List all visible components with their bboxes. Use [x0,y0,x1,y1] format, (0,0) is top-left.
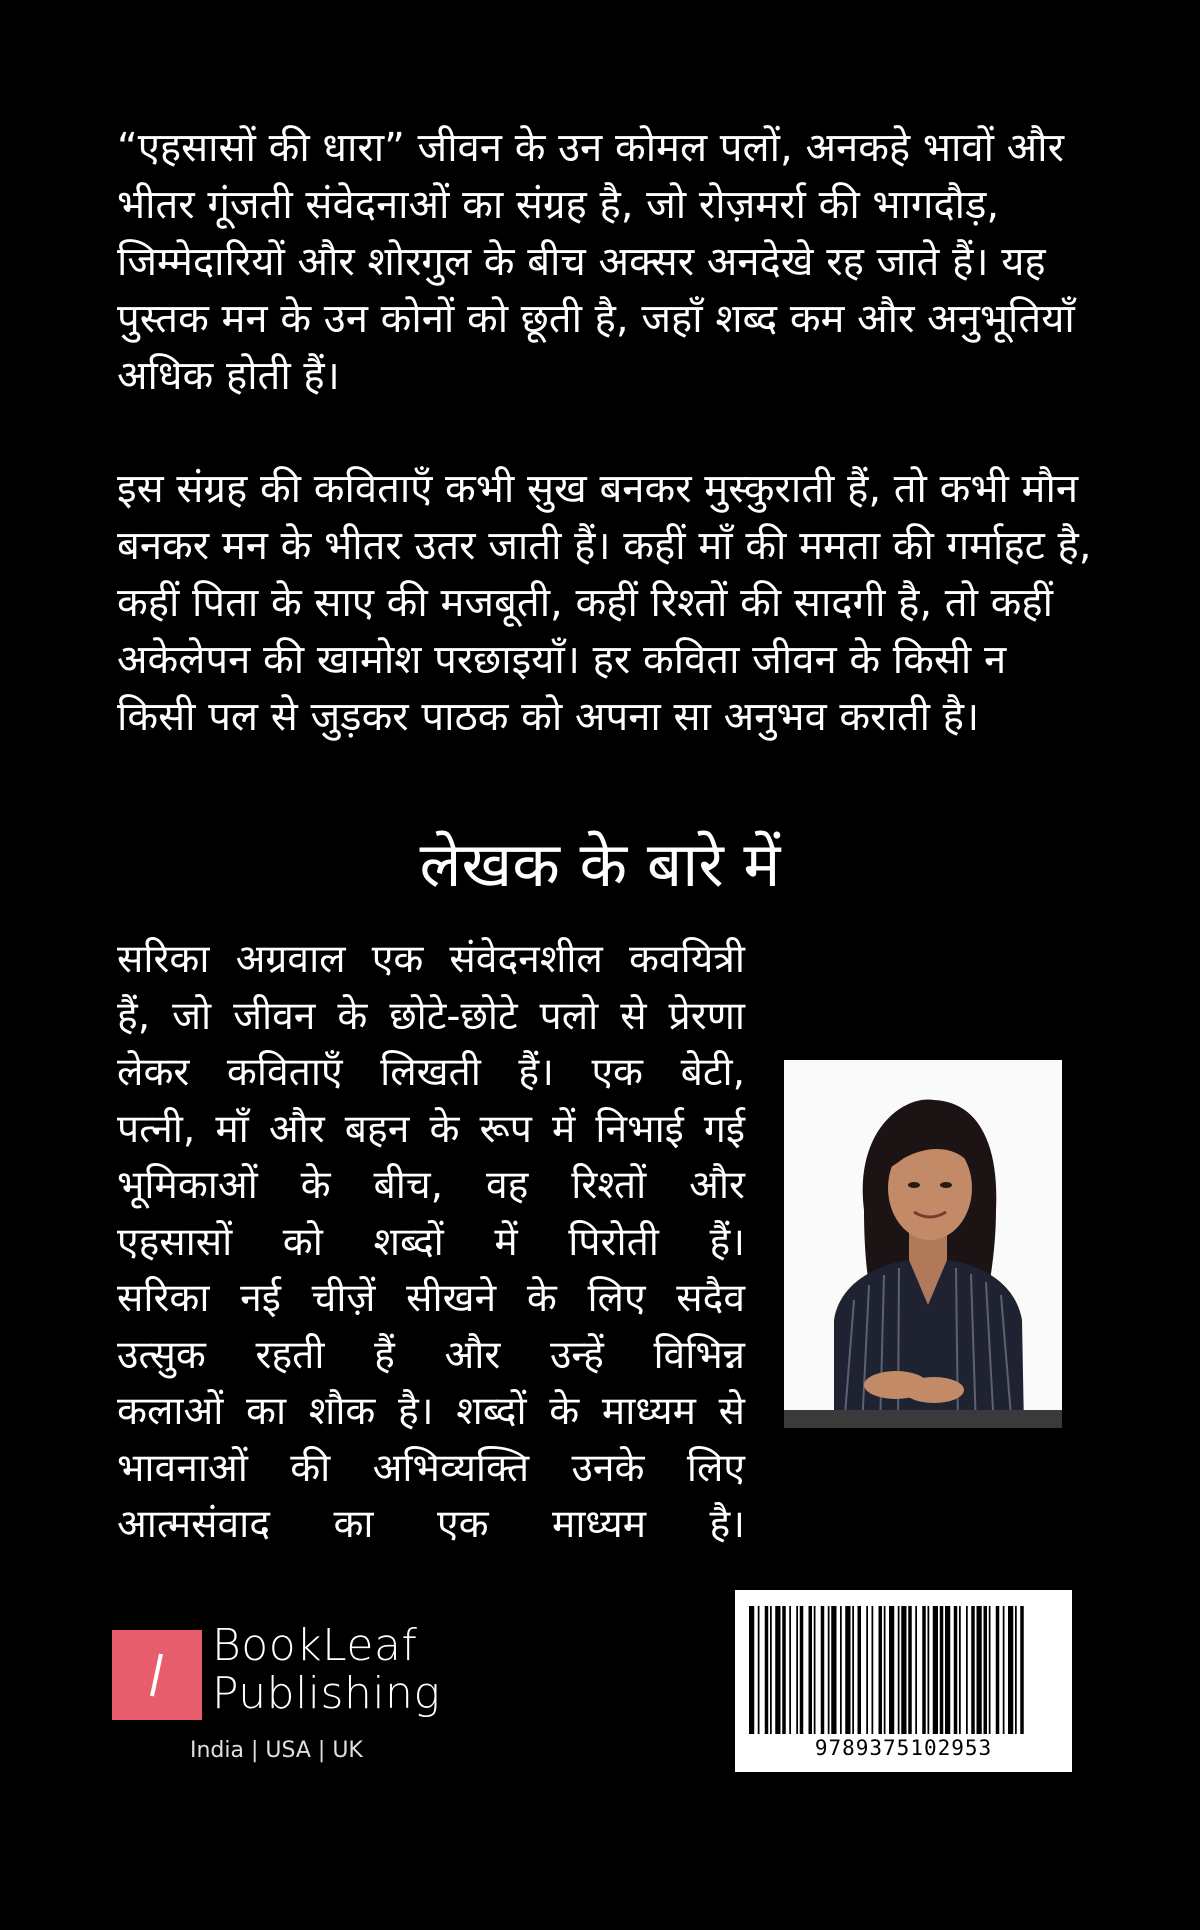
barcode-bar [789,1606,791,1734]
barcode-bar [782,1606,786,1734]
barcode-bar [984,1606,988,1734]
bio-line: भावनाओं की अभिव्यक्ति उनके लिए [117,1445,745,1491]
barcode-bar [775,1606,780,1734]
barcode-bar [872,1606,874,1734]
barcode-bar [845,1606,850,1734]
bio-line: हैं, जो जीवन के छोटे-छोटे पलो से प्रेरणा [117,993,745,1039]
bio-line: भूमिकाओं के बीच, वह रिश्तों और [117,1163,745,1208]
barcode-icon [749,1606,1058,1734]
barcode-bar [977,1606,982,1734]
barcode-bar [989,1606,991,1734]
bio-line: आत्मसंवाद का एक माध्यम है। [117,1502,745,1547]
barcode-bar [858,1606,862,1734]
book-description [117,120,1097,746]
publisher-name-line1: BookLeaf [212,1620,418,1671]
barcode-bar [821,1606,825,1734]
barcode-bar [954,1606,958,1734]
barcode-bar [1008,1606,1013,1734]
isbn-barcode [735,1590,1072,1772]
barcode-bar [765,1606,769,1734]
publisher-name-line2: Publishing [212,1668,441,1719]
barcode-bar [879,1606,883,1734]
barcode-bar [884,1606,886,1734]
barcode-bar [971,1606,975,1734]
author-photo [784,1060,1062,1428]
barcode-bar [1003,1606,1005,1734]
bio-line: पत्नी, माँ और बहन के रूप में निभाई गई [117,1106,745,1152]
barcode-bar [814,1606,816,1734]
barcode-bar [901,1606,906,1734]
barcode-bar [758,1606,760,1734]
barcode-bar [933,1606,938,1734]
bio-line: कलाओं का शौक है। शब्दों के माध्यम से [117,1389,745,1434]
barcode-bar [840,1606,842,1734]
publisher-locations: India | USA | UK [190,1738,363,1763]
barcode-bar [945,1606,950,1734]
barcode-bar [996,1606,1000,1734]
bio-line: एहसासों को शब्दों में पिरोती हैं। [117,1219,745,1265]
barcode-bar [809,1606,813,1734]
isbn-number: 9789375102953 [814,1736,993,1760]
barcode-bar [828,1606,830,1734]
bookleaf-logo-icon [112,1630,202,1720]
barcode-bar [800,1606,804,1734]
barcode-bar [770,1606,772,1734]
barcode-bar [1015,1606,1017,1734]
description-paragraph-1: “एहसासों की धारा” जीवन के उन कोमल पलों, अनकहे भावों और भीतर गूंजती संवेदनाओं का संग्रह है, जो रोज़मर्रा की भागदौड़, जिम्मेदारियों और शोरगुल के बीच अक्सर अनदेखे रह जाते हैं। यह पुस्तक मन के उन कोनों को छूती है, जहाँ शब्द कम और अनुभूतियाँ अधिक होती हैं। [117,125,1075,399]
barcode-bar [831,1606,836,1734]
author-bio [117,932,745,1554]
barcode-bar [908,1606,912,1734]
barcode-bar [796,1606,798,1734]
publisher-logo [112,1620,452,1778]
barcode-bar [966,1606,968,1734]
barcode-bar [852,1606,854,1734]
barcode-bar [940,1606,944,1734]
barcode-bar [898,1606,900,1734]
bio-line: उत्सुक रहती हैं और उन्हें विभिन्न [117,1332,745,1378]
barcode-bar [915,1606,917,1734]
description-paragraph-2: इस संग्रह की कविताएँ कभी सुख बनकर मुस्कुराती हैं, तो कभी मौन बनकर मन के भीतर उतर जाती हैं। कहीं माँ की ममता की गर्माहट है, कहीं पिता के साए की मजबूती, कहीं रिश्तों की सादगी है, तो कहीं अकेलेपन की खामोश परछाइयाँ। हर कविता जीवन के किसी न किसी पल से जुड़कर पाठक को अपना सा अनुभव कराती है। [117,466,1092,740]
barcode-bar [928,1606,930,1734]
barcode-bar [749,1606,754,1734]
barcode-bar [889,1606,894,1734]
barcode-bar [1020,1606,1024,1734]
about-author-heading: लेखक के बारे में [419,828,781,901]
barcode-bar [866,1606,868,1734]
bio-line: सरिका नई चीज़ें सीखने के लिए सदैव [117,1276,745,1321]
publisher-name [212,1622,440,1718]
bio-line: सरिका अग्रवाल एक संवेदनशील कवयित्री [117,937,745,982]
barcode-bar [959,1606,961,1734]
barcode-bar [922,1606,926,1734]
bio-line: लेकर कविताएँ लिखती हैं। एक बेटी, [117,1050,745,1095]
